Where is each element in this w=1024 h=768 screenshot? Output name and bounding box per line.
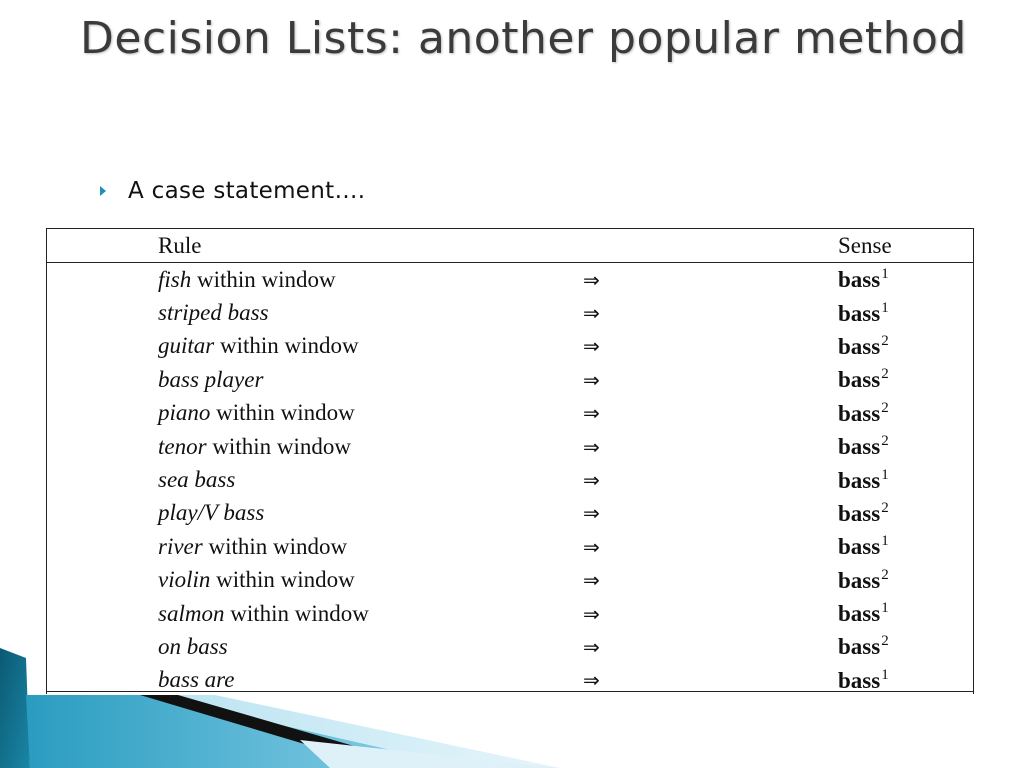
sense-cell <box>838 463 973 496</box>
sense-cell <box>838 363 973 396</box>
sense-cell <box>838 530 973 563</box>
rule-context: within window <box>202 533 348 559</box>
implies-arrow-icon: ⇒ <box>583 334 600 359</box>
arrow-cell <box>583 330 838 363</box>
sense-cell <box>838 263 973 297</box>
table-row <box>47 363 973 396</box>
rule-column-header: Rule <box>47 229 583 263</box>
sense-cell <box>838 430 973 463</box>
rule-context: within window <box>224 600 369 626</box>
sense-label: bass <box>838 534 881 560</box>
arrow-column-header <box>583 229 838 263</box>
sense-number: 1 <box>881 600 889 617</box>
sense-label: bass <box>838 601 881 627</box>
rule-context: within window <box>210 567 355 593</box>
table-row <box>47 330 973 363</box>
sense-number: 1 <box>881 266 889 283</box>
sense-number: 2 <box>881 399 889 416</box>
sense-cell <box>838 630 973 663</box>
sense-label: bass <box>838 400 881 426</box>
rule-cell <box>47 363 583 396</box>
implies-arrow-icon: ⇒ <box>583 267 600 292</box>
table-row <box>47 497 973 530</box>
table-row <box>47 630 973 663</box>
sense-label: bass <box>838 567 881 593</box>
rule-term: piano <box>158 400 211 426</box>
table-row <box>47 296 973 329</box>
implies-arrow-icon: ⇒ <box>583 301 600 326</box>
rule-term: bass are <box>158 667 235 693</box>
rule-term: salmon <box>158 600 225 626</box>
sense-cell <box>838 397 973 430</box>
sense-number: 2 <box>881 332 889 349</box>
sense-label: bass <box>838 300 881 326</box>
arrow-cell <box>583 630 838 663</box>
implies-arrow-icon: ⇒ <box>583 634 600 659</box>
rule-term: tenor <box>158 433 207 459</box>
sense-cell <box>838 597 973 630</box>
arrow-cell <box>583 397 838 430</box>
table-row <box>47 430 973 463</box>
sense-number: 2 <box>881 499 889 516</box>
implies-arrow-icon: ⇒ <box>583 501 600 526</box>
arrow-cell <box>583 597 838 630</box>
table-row <box>47 263 973 297</box>
sense-label: bass <box>838 634 881 660</box>
rule-term: play/V bass <box>158 500 265 526</box>
table-row <box>47 564 973 597</box>
rule-cell <box>47 397 583 430</box>
implies-arrow-icon: ⇒ <box>583 568 600 593</box>
implies-arrow-icon: ⇒ <box>583 434 600 459</box>
sense-label: bass <box>838 367 881 393</box>
sense-number: 1 <box>881 299 889 316</box>
rule-cell <box>47 296 583 329</box>
rule-term: guitar <box>158 333 215 359</box>
arrow-cell <box>583 564 838 597</box>
implies-arrow-icon: ⇒ <box>583 401 600 426</box>
sense-label: bass <box>838 267 881 293</box>
rule-term: striped bass <box>158 300 269 326</box>
rule-cell <box>47 330 583 363</box>
sense-number: 2 <box>881 566 889 583</box>
decision-list-table <box>46 228 974 694</box>
rule-cell <box>47 463 583 496</box>
sense-number: 1 <box>881 533 889 550</box>
sense-label: bass <box>838 333 881 359</box>
sense-cell <box>838 497 973 530</box>
rule-cell <box>47 430 583 463</box>
implies-arrow-icon: ⇒ <box>583 468 600 493</box>
rule-term: fish <box>158 266 192 292</box>
implies-arrow-icon: ⇒ <box>583 601 600 626</box>
implies-arrow-icon: ⇒ <box>583 668 600 693</box>
rule-context: within window <box>210 400 355 426</box>
rule-term: sea bass <box>158 467 236 493</box>
implies-arrow-icon: ⇒ <box>583 367 600 392</box>
table-bottom-border <box>46 691 974 692</box>
arrow-cell <box>583 497 838 530</box>
sense-number: 2 <box>881 366 889 383</box>
arrow-cell <box>583 430 838 463</box>
table-row <box>47 597 973 630</box>
table-row <box>47 664 973 697</box>
sense-column-header: Sense <box>838 229 973 263</box>
table-header-row <box>47 229 973 263</box>
sense-label: bass <box>838 467 881 493</box>
bullet-text: A case statement…. <box>128 178 366 204</box>
rule-context: within window <box>214 333 359 359</box>
rule-cell <box>47 597 583 630</box>
arrow-cell <box>583 363 838 396</box>
rule-term: violin <box>158 567 211 593</box>
table-row <box>47 463 973 496</box>
rule-cell <box>47 263 583 297</box>
bullet-item <box>100 174 365 208</box>
arrow-cell <box>583 463 838 496</box>
sense-number: 2 <box>881 633 889 650</box>
sense-label: bass <box>838 434 881 460</box>
sense-cell <box>838 664 973 697</box>
rule-context: within window <box>191 266 336 292</box>
sense-label: bass <box>838 500 881 526</box>
rule-cell <box>47 530 583 563</box>
sense-label: bass <box>838 667 881 693</box>
table-row <box>47 530 973 563</box>
arrow-cell <box>583 296 838 329</box>
sense-number: 1 <box>881 466 889 483</box>
arrow-cell <box>583 664 838 697</box>
rule-cell <box>47 630 583 663</box>
rule-context: within window <box>206 433 351 459</box>
rule-term: on bass <box>158 633 228 659</box>
sense-cell <box>838 330 973 363</box>
rule-term: bass player <box>158 366 264 392</box>
sense-number: 2 <box>881 433 889 450</box>
sense-number: 1 <box>881 666 889 683</box>
slide-title: Decision Lists: another popular method <box>80 13 967 64</box>
rule-term: river <box>158 533 203 559</box>
sense-cell <box>838 296 973 329</box>
rule-cell <box>47 564 583 597</box>
rule-cell <box>47 664 583 697</box>
sense-cell <box>838 564 973 597</box>
implies-arrow-icon: ⇒ <box>583 534 600 559</box>
rule-cell <box>47 497 583 530</box>
arrow-cell <box>583 530 838 563</box>
table-row <box>47 397 973 430</box>
bullet-arrow-icon <box>100 186 106 196</box>
arrow-cell <box>583 263 838 297</box>
